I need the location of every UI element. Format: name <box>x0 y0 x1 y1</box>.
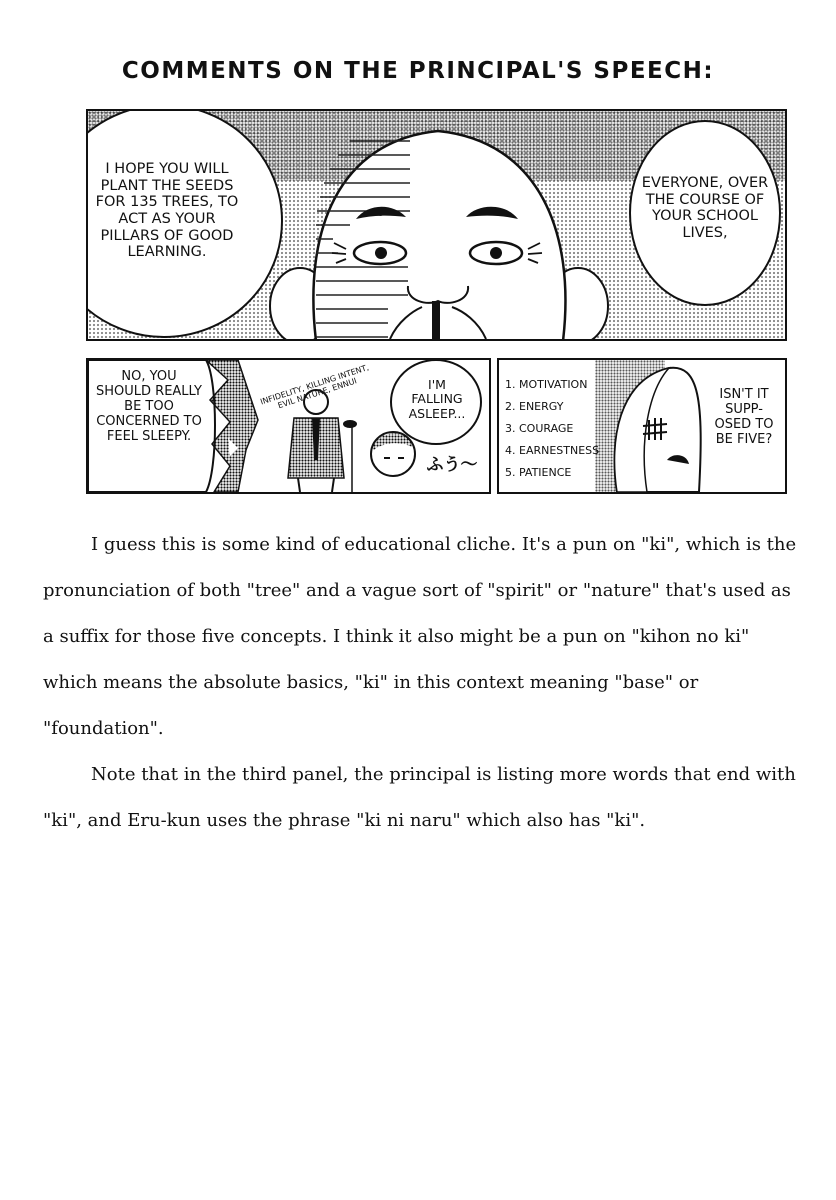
list-item: 5. PATIENCE <box>505 466 572 479</box>
paragraph: I guess this is some kind of educational cliche. It's a pun on "ki", which is the pronunciation of both "tree" and a vague sort of "spirit" or "nature" that's used as a suffix for those five concepts. I think it also might be a pun on "kihon no ki" which means the absolute basics, "ki" in this context meaning "base" or "foundation". <box>43 534 797 739</box>
speech-bubble-left: NO, YOU SHOULD REALLY BE TOO CONCERNED TO FEEL SLEEPY. <box>96 369 202 444</box>
comic-panel-1 <box>86 109 787 341</box>
sound-effect: ふう〜 <box>426 455 478 475</box>
comic-panel-2 <box>86 358 491 494</box>
list-item: 1. MOTIVATION <box>505 378 588 391</box>
list-item: 2. ENERGY <box>505 400 564 413</box>
comic-panel-3 <box>497 358 787 494</box>
paragraph: Note that in the third panel, the principal is listing more words that end with "ki", and Eru-kun uses the phrase "ki ni naru" which also has "ki". <box>43 764 796 831</box>
speech-bubble-left: I HOPE YOU WILL PLANT THE SEEDS FOR 135 TREES, TO ACT AS YOUR PILLARS OF GOOD LEARNING. <box>95 161 239 261</box>
arc-text-caption: INFIDELITY, KILLING INTENT, EVIL NATURE, ENNUI <box>259 362 370 411</box>
list-item: 3. COURAGE <box>505 422 574 435</box>
list-item: 4. EARNESTNESS <box>505 444 600 457</box>
five-ki-list <box>505 374 625 484</box>
speech-bubble-right: I'M FALLING ASLEEP... <box>408 377 466 421</box>
page-title: COMMENTS ON THE PRINCIPAL'S SPEECH: <box>121 58 715 84</box>
speech-bubble-right: EVERYONE, OVER THE COURSE OF YOUR SCHOOL LIVES, <box>641 175 769 242</box>
speech-bubble: ISN'T IT SUPP-OSED TO BE FIVE? <box>714 387 774 447</box>
commentary-text <box>43 522 803 844</box>
